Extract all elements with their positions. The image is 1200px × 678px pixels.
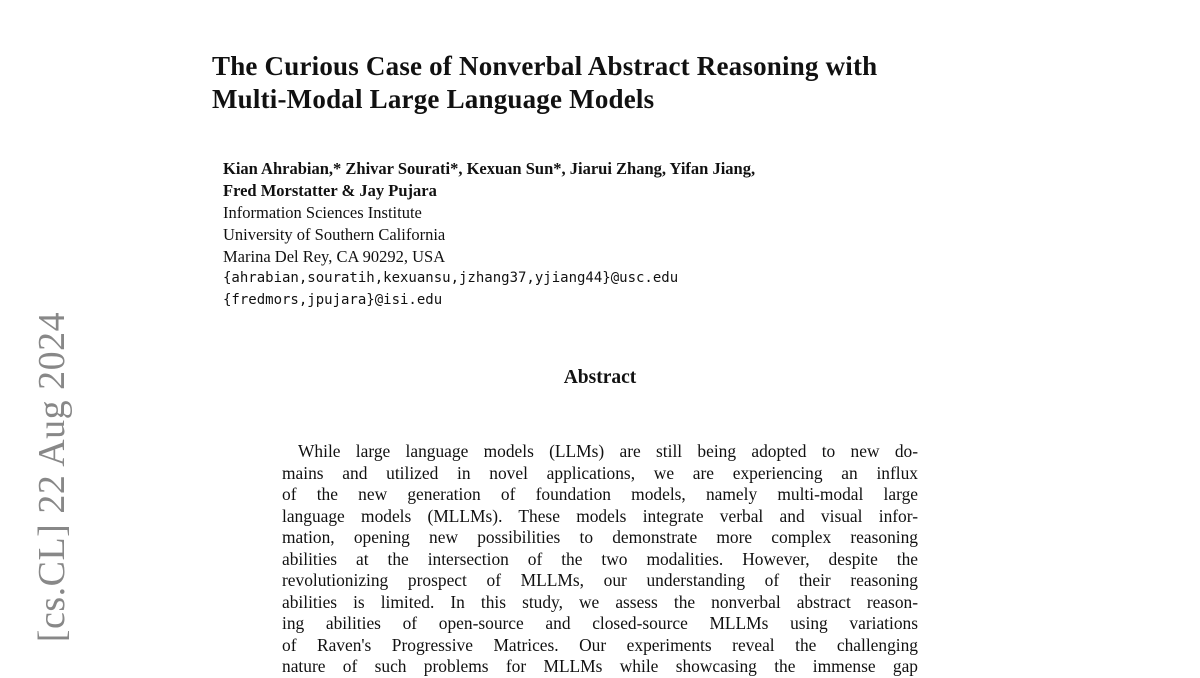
abstract-line: abilities is limited. In this study, we assess the nonverbal abstract reason- bbox=[282, 591, 918, 612]
abstract-line: mains and utilized in novel applications, we are experiencing an influx bbox=[282, 462, 918, 483]
abstract-line: of Raven's Progressive Matrices. Our experiments reveal the challenging bbox=[282, 634, 918, 655]
abstract-line: While large language models (LLMs) are still being adopted to new do- bbox=[298, 441, 918, 461]
abstract-line: of the new generation of foundation models, namely multi-modal large bbox=[282, 484, 918, 504]
title-line: Multi-Modal Large Language Models bbox=[212, 84, 655, 114]
title-line: The Curious Case of Nonverbal Abstract Reasoning with bbox=[212, 51, 878, 81]
abstract-line: ing abilities of open-source and closed-source MLLMs using variations bbox=[282, 613, 918, 633]
affiliation-line: Marina Del Rey, CA 90292, USA bbox=[223, 247, 446, 266]
author-line: Fred Morstatter & Jay Pujara bbox=[223, 181, 437, 200]
email-line: {ahrabian,souratih,kexuansu,jzhang37,yjiang44}@usc.edu bbox=[223, 270, 679, 286]
abstract-line: revolutionizing prospect of MLLMs, our understanding of their reasoning bbox=[282, 570, 918, 590]
abstract-body bbox=[282, 441, 918, 678]
paper-title bbox=[212, 50, 1012, 116]
abstract-line: mation, opening new possibilities to demonstrate more complex reasoning bbox=[282, 527, 918, 547]
affiliation-line: Information Sciences Institute bbox=[223, 203, 422, 222]
author-line: Kian Ahrabian,* Zhivar Sourati*, Kexuan Sun*, Jiarui Zhang, Yifan Jiang, bbox=[223, 159, 756, 178]
affiliation-line: University of Southern California bbox=[223, 225, 446, 244]
email-line: {fredmors,jpujara}@isi.edu bbox=[223, 291, 443, 308]
abstract-heading: Abstract bbox=[563, 367, 637, 388]
authors-block bbox=[223, 158, 983, 311]
abstract-line: language models (MLLMs). These models integrate verbal and visual infor- bbox=[282, 505, 918, 526]
arxiv-side-stamp: [cs.CL] 22 Aug 2024 bbox=[31, 311, 73, 643]
abstract-line: abilities at the intersection of the two modalities. However, despite the bbox=[282, 548, 918, 569]
abstract-line: nature of such problems for MLLMs while showcasing the immense gap bbox=[282, 656, 918, 676]
